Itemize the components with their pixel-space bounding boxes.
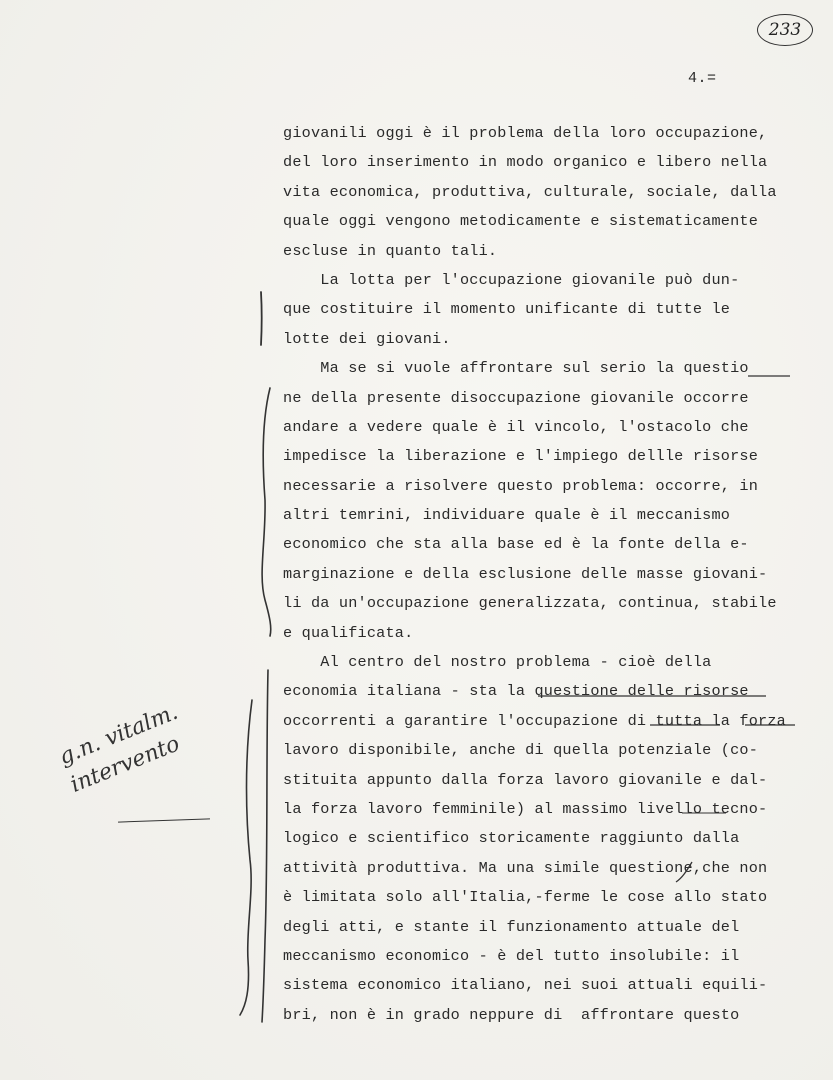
text-line: lotte dei giovani. [283,329,451,348]
text-line: Ma se si vuole affrontare sul serio la questio [283,359,749,378]
text-line: marginazione e della esclusione delle masse giovani- [283,564,768,583]
text-line: logico e scientifico storicamente raggiunto dalla [283,829,740,848]
text-line: li da un'occupazione generalizzata, continua, stabile [283,594,777,613]
text-line: e qualificata. [283,623,414,642]
text-line: la forza lavoro femminile) al massimo livello tecno- [283,799,768,818]
text-line: occorrenti a garantire l'occupazione di tutta la forza [283,711,786,730]
text-line: que costituire il momento unificante di tutte le [283,300,731,319]
page-number: 4.= [688,70,717,87]
margin-bracket-2 [262,670,268,1022]
text-line: economico che sta alla base ed è la fonte della e- [283,535,749,554]
margin-bar-1 [261,292,262,345]
text-line: meccanismo economico - è del tutto insolubile: il [283,946,740,965]
text-line: giovanili oggi è il problema della loro occupazione, [283,124,768,142]
text-line: vita economica, produttiva, culturale, sociale, dalla [283,182,777,201]
typed-body-text [283,119,803,1030]
text-line: attività produttiva. Ma una simile questione,che non [283,858,768,877]
text-line: Al centro del nostro problema - cioè della [283,653,712,672]
text-line: impedisce la liberazione e l'impiego dellle risorse [283,447,759,466]
margin-brace-2 [240,700,252,1015]
text-line: lavoro disponibile, anche di quella potenziale (co- [283,741,759,760]
handwritten-margin-note: g.n. vitalm. intervento [55,699,184,798]
text-line: degli atti, e stante il funzionamento attuale del [283,917,740,936]
margin-note-underline [118,818,210,822]
archive-number-stamp: 233 [757,14,813,46]
text-line: andare a vedere quale è il vincolo, l'ostacolo che [283,417,749,436]
text-line: bri, non è in grado neppure di affrontare questo [283,1005,740,1024]
text-line: economia italiana - sta la questione delle risorse [283,682,749,701]
text-line: stituita appunto dalla forza lavoro giovanile e dal- [283,770,768,789]
text-line: La lotta per l'occupazione giovanile può dun- [283,270,740,289]
text-line: sistema economico italiano, nei suoi attuali equili- [283,976,768,995]
text-line: del loro inserimento in modo organico e libero nella [283,153,768,172]
text-line: ne della presente disoccupazione giovanile occorre [283,388,749,407]
text-line: quale oggi vengono metodicamente e sistematicamente [283,212,759,231]
text-line: necessarie a risolvere questo problema: occorre, in [283,476,759,495]
margin-brace-1 [262,388,271,636]
text-line: escluse in quanto tali. [283,241,498,260]
text-line: altri temrini, individuare quale è il meccanismo [283,506,731,525]
text-line: è limitata solo all'Italia,-ferme le cose allo stato [283,888,768,907]
